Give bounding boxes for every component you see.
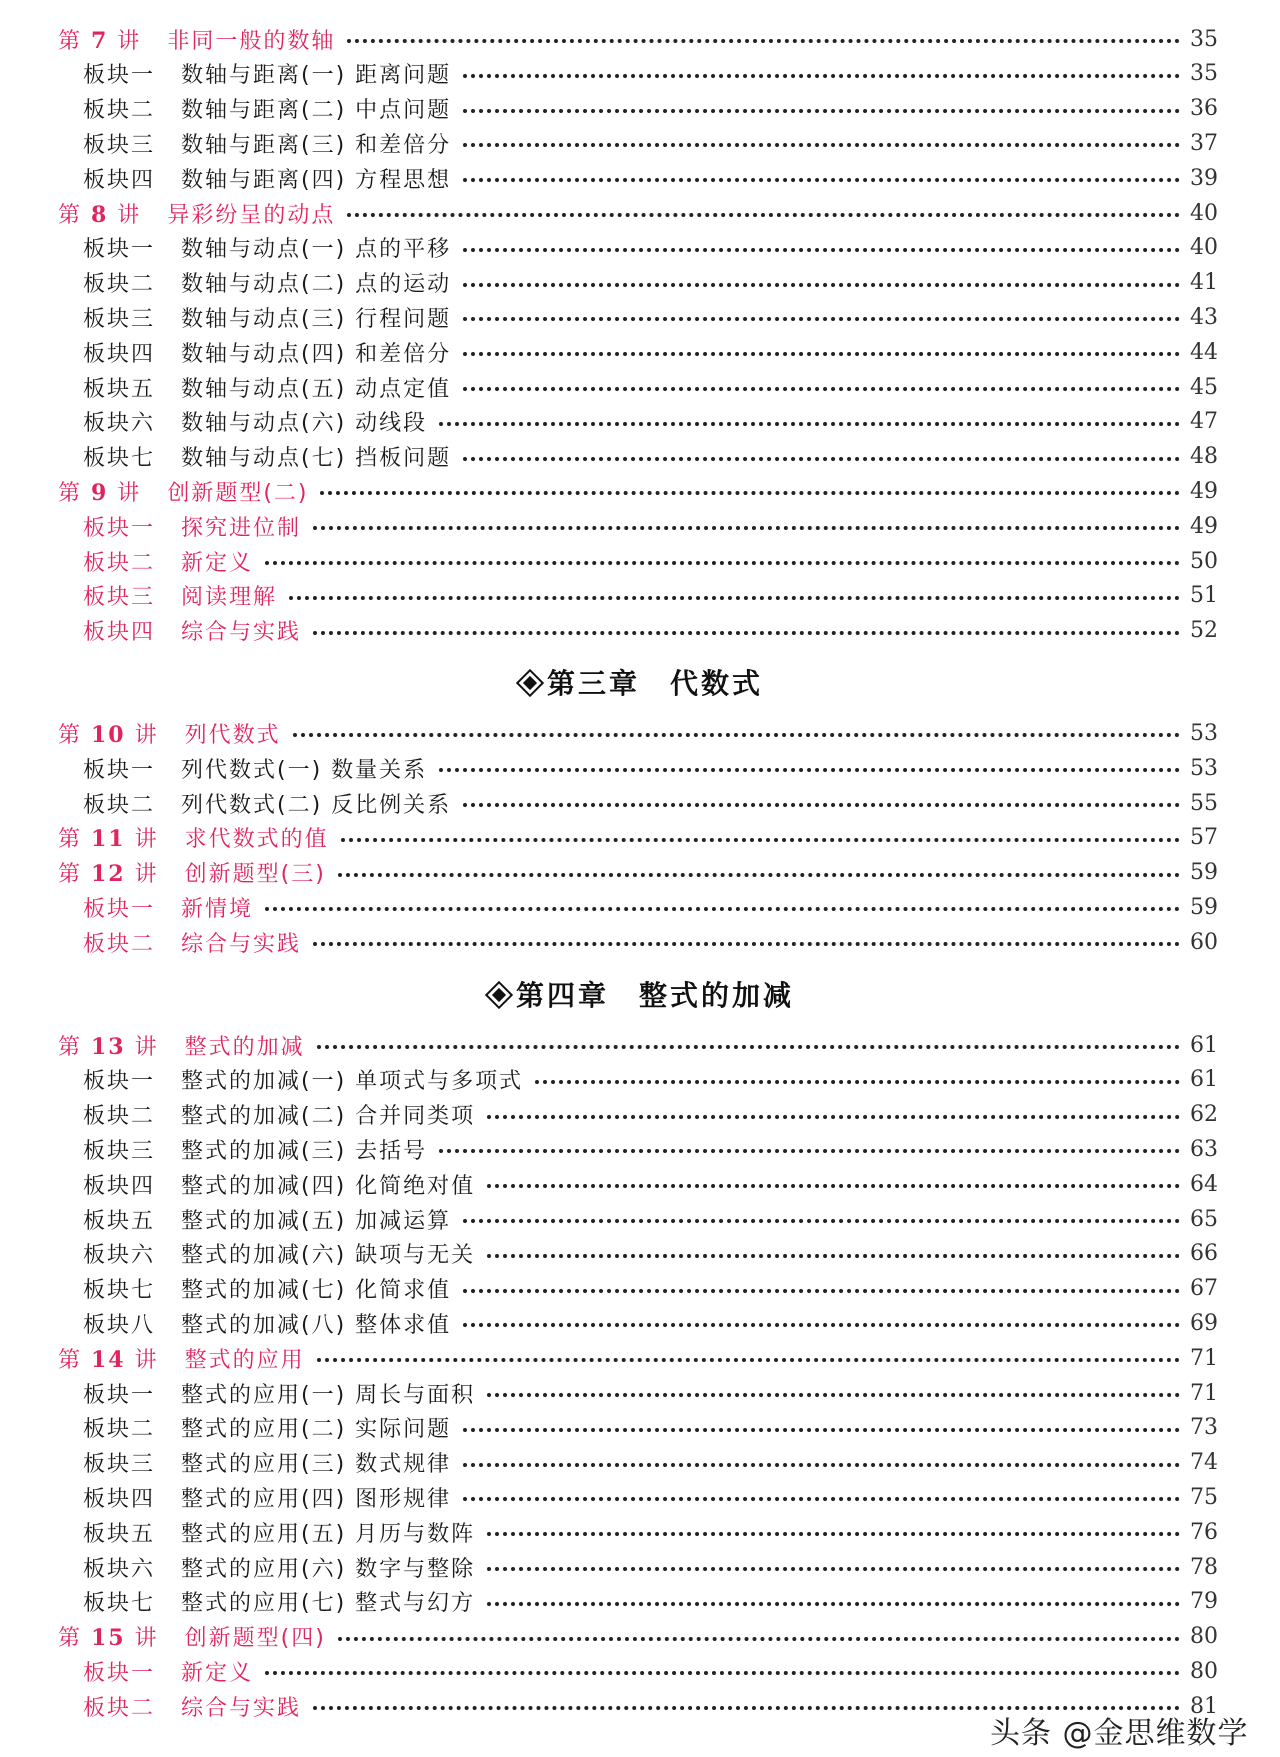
page-number: 76 — [1190, 1519, 1218, 1545]
page-number: 52 — [1190, 618, 1218, 644]
dot-leader — [313, 942, 1180, 946]
dot-leader — [463, 803, 1180, 807]
page-number: 73 — [1190, 1415, 1218, 1441]
toc-block-entry[interactable] — [83, 405, 1218, 439]
dot-leader — [463, 387, 1180, 391]
dot-leader — [347, 39, 1180, 43]
entry-title: 综合与实践 — [181, 931, 302, 957]
dot-leader — [317, 1045, 1180, 1049]
page-number: 74 — [1190, 1450, 1218, 1476]
block-label: 板块三 — [83, 132, 156, 158]
block-label: 板块二 — [83, 792, 156, 818]
toc-block-entry[interactable] — [83, 231, 1218, 265]
page-number: 44 — [1190, 339, 1218, 365]
entry-title: 整式的应用(一) 周长与面积 — [181, 1382, 476, 1408]
lecture-number: 13 — [91, 1033, 126, 1060]
entry-label — [83, 511, 301, 542]
entry-label — [83, 128, 451, 159]
toc-block-entry[interactable] — [83, 440, 1218, 474]
page-number: 80 — [1190, 1658, 1218, 1684]
page-number: 60 — [1190, 929, 1218, 955]
entry-label — [58, 857, 326, 888]
entry-title: 数轴与距离(二) 中点问题 — [181, 98, 452, 124]
toc-lecture-entry[interactable] — [58, 474, 1218, 508]
entry-title: 列代数式(一) 数量关系 — [181, 757, 428, 783]
dot-leader — [535, 1080, 1180, 1084]
toc-block-entry[interactable] — [83, 786, 1218, 820]
dot-leader — [439, 422, 1180, 426]
entry-title: 数轴与动点(一) 点的平移 — [181, 237, 452, 263]
toc-block-entry[interactable] — [83, 1411, 1218, 1445]
page-number: 40 — [1190, 200, 1218, 226]
lecture-number: 11 — [91, 826, 126, 853]
dot-leader — [313, 631, 1180, 635]
block-label: 板块一 — [83, 896, 156, 922]
page-number: 61 — [1190, 1032, 1218, 1058]
page-number: 43 — [1190, 304, 1218, 330]
toc-block-entry[interactable] — [83, 1132, 1218, 1166]
entry-title: 数轴与距离(四) 方程思想 — [181, 167, 452, 193]
entry-title: 整式的应用(三) 数式规律 — [181, 1452, 452, 1478]
lecture-number: 14 — [91, 1346, 126, 1373]
entry-label — [83, 1308, 451, 1339]
page-number: 59 — [1190, 860, 1218, 886]
entry-title: 整式的应用(四) 图形规律 — [181, 1486, 452, 1512]
toc-block-entry[interactable] — [83, 925, 1218, 959]
dot-leader — [463, 1323, 1180, 1327]
toc-lecture-entry[interactable] — [58, 716, 1218, 750]
lecture-suffix: 讲 — [125, 1626, 159, 1652]
block-label: 板块三 — [83, 1452, 156, 1478]
block-label: 板块二 — [83, 931, 156, 957]
page-number: 49 — [1190, 513, 1218, 539]
entry-label — [83, 546, 253, 577]
lecture-prefix: 第 — [58, 28, 91, 54]
page-number: 80 — [1190, 1624, 1218, 1650]
block-label: 板块二 — [83, 1104, 156, 1130]
block-label: 板块五 — [83, 376, 156, 402]
toc-block-entry[interactable] — [83, 161, 1218, 195]
entry-label — [83, 58, 451, 89]
entry-title: 整式的加减(四) 化简绝对值 — [181, 1173, 476, 1199]
toc-block-entry[interactable] — [83, 1376, 1218, 1410]
entry-title: 整式的应用(六) 数字与整除 — [181, 1556, 476, 1582]
toc-block-entry[interactable] — [83, 300, 1218, 334]
entry-label — [58, 198, 335, 229]
entry-label — [83, 93, 451, 124]
block-label: 板块五 — [83, 1521, 156, 1547]
entry-label — [58, 24, 335, 55]
toc-block-entry[interactable] — [83, 370, 1218, 404]
chapter-title: 代数式 — [670, 667, 764, 701]
dot-leader — [487, 1184, 1180, 1188]
entry-title: 数轴与动点(三) 行程问题 — [181, 306, 452, 332]
dot-leader — [463, 1463, 1180, 1467]
block-label: 板块四 — [83, 341, 156, 367]
page-number: 75 — [1190, 1484, 1218, 1510]
entry-label — [83, 1378, 475, 1409]
chapter-number: 第三章 — [546, 667, 640, 701]
lecture-prefix: 第 — [58, 480, 91, 506]
entry-title: 整式的加减(六) 缺项与无关 — [181, 1243, 476, 1269]
toc-block-entry[interactable] — [83, 92, 1218, 126]
lecture-suffix: 讲 — [125, 1347, 159, 1373]
lecture-suffix: 讲 — [108, 480, 142, 506]
toc-block-entry[interactable] — [83, 614, 1218, 648]
toc-block-entry[interactable] — [83, 1654, 1218, 1688]
toc-block-entry[interactable] — [83, 1515, 1218, 1549]
dot-leader — [487, 1254, 1180, 1258]
dot-leader — [487, 1393, 1180, 1397]
dot-leader — [439, 768, 1180, 772]
dot-leader — [463, 1497, 1180, 1501]
entry-label — [58, 1343, 305, 1374]
entry-title: 整式的应用(五) 月历与数阵 — [181, 1521, 476, 1547]
block-label: 板块二 — [83, 1417, 156, 1443]
page-number: 81 — [1190, 1693, 1218, 1719]
dot-leader — [463, 1219, 1180, 1223]
lecture-suffix: 讲 — [125, 862, 159, 888]
page-number: 66 — [1190, 1241, 1218, 1267]
page-number: 48 — [1190, 444, 1218, 470]
entry-label — [58, 1621, 326, 1652]
page-number: 45 — [1190, 374, 1218, 400]
entry-label — [83, 1273, 451, 1304]
lecture-number: 12 — [91, 861, 126, 888]
lecture-number: 7 — [91, 27, 109, 54]
dot-leader — [463, 1289, 1180, 1293]
dot-leader — [463, 248, 1180, 252]
toc-block-entry[interactable] — [83, 1098, 1218, 1132]
block-label: 板块四 — [83, 1486, 156, 1512]
block-label: 板块三 — [83, 1138, 156, 1164]
entry-title: 创新题型(二) — [167, 480, 309, 506]
page-number: 49 — [1190, 478, 1218, 504]
watermark-text: 头条 @金思维数学 — [990, 1716, 1249, 1751]
lecture-prefix: 第 — [58, 1626, 91, 1652]
page-number: 36 — [1190, 96, 1218, 122]
block-label: 板块一 — [83, 515, 156, 541]
block-label: 板块三 — [83, 306, 156, 332]
block-label: 板块二 — [83, 1695, 156, 1721]
entry-label — [83, 372, 451, 403]
lecture-prefix: 第 — [58, 827, 91, 853]
block-label: 板块五 — [83, 1208, 156, 1234]
entry-label — [83, 1691, 301, 1722]
block-label: 板块六 — [83, 411, 156, 437]
block-label: 板块一 — [83, 63, 156, 89]
dot-leader — [317, 1358, 1180, 1362]
dot-leader — [439, 1149, 1180, 1153]
entry-title: 整式的加减 — [184, 1034, 305, 1060]
page-number: 63 — [1190, 1136, 1218, 1162]
dot-leader — [463, 317, 1180, 321]
page-number: 78 — [1190, 1554, 1218, 1580]
dot-leader — [293, 733, 1180, 737]
lecture-number: 10 — [91, 721, 126, 748]
entry-label — [83, 1482, 451, 1513]
toc-lecture-entry[interactable] — [58, 856, 1218, 890]
entry-label — [83, 1099, 475, 1130]
entry-label — [83, 267, 451, 298]
entry-title: 整式的加减(八) 整体求值 — [181, 1312, 452, 1338]
dot-leader — [463, 74, 1180, 78]
entry-label — [83, 337, 451, 368]
toc-block-entry[interactable] — [83, 1237, 1218, 1271]
dot-leader — [487, 1602, 1180, 1606]
entry-label — [83, 615, 301, 646]
dot-leader — [347, 213, 1180, 217]
entry-label — [83, 406, 427, 437]
toc-block-entry[interactable] — [83, 1480, 1218, 1514]
lecture-prefix: 第 — [58, 862, 91, 888]
dot-leader — [338, 873, 1180, 877]
page-number: 47 — [1190, 409, 1218, 435]
lecture-prefix: 第 — [58, 722, 91, 748]
page-number: 53 — [1190, 755, 1218, 781]
toc-block-entry[interactable] — [83, 1585, 1218, 1619]
block-label: 板块七 — [83, 1278, 156, 1304]
entry-title: 新定义 — [181, 1660, 254, 1686]
page-number: 61 — [1190, 1067, 1218, 1093]
entry-label — [83, 788, 451, 819]
entry-label — [58, 1030, 305, 1061]
toc-block-entry[interactable] — [83, 1202, 1218, 1236]
entry-title: 整式的加减(五) 加减运算 — [181, 1208, 452, 1234]
dot-leader — [463, 457, 1180, 461]
entry-title: 整式的应用(二) 实际问题 — [181, 1417, 452, 1443]
dot-leader — [487, 1567, 1180, 1571]
entry-title: 综合与实践 — [181, 620, 302, 646]
lecture-prefix: 第 — [58, 1034, 91, 1060]
dot-leader — [487, 1532, 1180, 1536]
entry-title: 综合与实践 — [181, 1695, 302, 1721]
dot-leader — [463, 352, 1180, 356]
dot-leader — [265, 561, 1180, 565]
entry-label — [83, 1134, 427, 1165]
entry-label — [83, 753, 427, 784]
page-number: 67 — [1190, 1276, 1218, 1302]
lecture-number: 9 — [91, 479, 109, 506]
page-number: 50 — [1190, 548, 1218, 574]
entry-title: 整式的加减(七) 化简求值 — [181, 1278, 452, 1304]
lecture-prefix: 第 — [58, 202, 91, 228]
toc-block-entry[interactable] — [83, 509, 1218, 543]
toc-block-entry[interactable] — [83, 266, 1218, 300]
entry-label — [83, 441, 451, 472]
lecture-suffix: 讲 — [125, 827, 159, 853]
block-label: 板块二 — [83, 98, 156, 124]
entry-label — [83, 1552, 475, 1583]
toc-lecture-entry[interactable] — [58, 22, 1218, 56]
entry-label — [83, 1064, 523, 1095]
toc-block-entry[interactable] — [83, 1550, 1218, 1584]
entry-label — [83, 1517, 475, 1548]
entry-label — [83, 580, 277, 611]
toc-block-entry[interactable] — [83, 890, 1218, 924]
page-number: 41 — [1190, 270, 1218, 296]
page-number: 59 — [1190, 894, 1218, 920]
lecture-prefix: 第 — [58, 1347, 91, 1373]
page-number: 69 — [1190, 1310, 1218, 1336]
entry-label — [83, 1586, 475, 1617]
page-number: 39 — [1190, 165, 1218, 191]
toc-block-entry[interactable] — [83, 1167, 1218, 1201]
block-label: 板块二 — [83, 272, 156, 298]
toc-lecture-entry[interactable] — [58, 1028, 1218, 1062]
diamond-bullet-icon — [517, 670, 541, 694]
block-label: 板块七 — [83, 446, 156, 472]
chapter-heading — [0, 660, 1280, 704]
toc-block-entry[interactable] — [83, 544, 1218, 578]
entry-label — [58, 476, 308, 507]
entry-title: 探究进位制 — [181, 515, 302, 541]
diamond-bullet-icon — [486, 982, 510, 1006]
block-label: 板块一 — [83, 1660, 156, 1686]
page-number: 35 — [1190, 26, 1218, 52]
lecture-number: 8 — [91, 201, 109, 228]
dot-leader — [463, 109, 1180, 113]
entry-title: 数轴与动点(四) 和差倍分 — [181, 341, 452, 367]
page-number: 79 — [1190, 1589, 1218, 1615]
block-label: 板块二 — [83, 550, 156, 576]
dot-leader — [463, 178, 1180, 182]
page-number: 62 — [1190, 1102, 1218, 1128]
block-label: 板块六 — [83, 1243, 156, 1269]
block-label: 板块一 — [83, 1069, 156, 1095]
toc-block-entry[interactable] — [83, 57, 1218, 91]
entry-label — [83, 232, 451, 263]
entry-label — [83, 163, 451, 194]
toc-block-entry[interactable] — [83, 335, 1218, 369]
block-label: 板块七 — [83, 1591, 156, 1617]
entry-title: 求代数式的值 — [184, 827, 329, 853]
block-label: 板块一 — [83, 237, 156, 263]
chapter-number: 第四章 — [515, 979, 609, 1012]
page-number: 37 — [1190, 130, 1218, 156]
entry-title: 数轴与距离(三) 和差倍分 — [181, 132, 452, 158]
toc-block-entry[interactable] — [83, 1272, 1218, 1306]
chapter-title: 整式的加减 — [639, 979, 795, 1012]
entry-label — [83, 1238, 475, 1269]
entry-label — [83, 1656, 253, 1687]
entry-label — [58, 718, 281, 749]
block-label: 板块一 — [83, 1382, 156, 1408]
dot-leader — [265, 1671, 1180, 1675]
entry-title: 整式的应用(七) 整式与幻方 — [181, 1591, 476, 1617]
dot-leader — [338, 1637, 1180, 1641]
toc-lecture-entry[interactable] — [58, 821, 1218, 855]
page-number: 64 — [1190, 1171, 1218, 1197]
toc-block-entry[interactable] — [83, 1446, 1218, 1480]
entry-title: 数轴与动点(六) 动线段 — [181, 411, 428, 437]
page-number: 35 — [1190, 61, 1218, 87]
dot-leader — [463, 143, 1180, 147]
dot-leader — [463, 1428, 1180, 1432]
entry-label — [83, 1169, 475, 1200]
block-label: 板块一 — [83, 757, 156, 783]
lecture-suffix: 讲 — [125, 722, 159, 748]
block-label: 板块三 — [83, 585, 156, 611]
toc-lecture-entry[interactable] — [58, 1341, 1218, 1375]
page-number: 53 — [1190, 720, 1218, 746]
lecture-suffix: 讲 — [108, 28, 142, 54]
page-number: 71 — [1190, 1345, 1218, 1371]
dot-leader — [265, 907, 1180, 911]
page-number: 65 — [1190, 1206, 1218, 1232]
chapter-heading — [0, 972, 1280, 1016]
entry-label — [58, 822, 329, 853]
entry-title: 阅读理解 — [181, 585, 278, 611]
lecture-number: 15 — [91, 1625, 126, 1652]
dot-leader — [313, 526, 1180, 530]
lecture-suffix: 讲 — [108, 202, 142, 228]
entry-title: 列代数式(二) 反比例关系 — [181, 792, 452, 818]
dot-leader — [320, 491, 1180, 495]
entry-title: 整式的加减(一) 单项式与多项式 — [181, 1069, 524, 1095]
entry-title: 创新题型(三) — [184, 862, 326, 888]
toc-block-entry[interactable] — [83, 1063, 1218, 1097]
page-number: 57 — [1190, 825, 1218, 851]
entry-label — [83, 927, 301, 958]
entry-title: 新定义 — [181, 550, 254, 576]
toc-block-entry[interactable] — [83, 579, 1218, 613]
entry-title: 新情境 — [181, 896, 254, 922]
page-number: 51 — [1190, 583, 1218, 609]
page-number: 71 — [1190, 1380, 1218, 1406]
entry-title: 数轴与距离(一) 距离问题 — [181, 63, 452, 89]
entry-title: 异彩纷呈的动点 — [167, 202, 336, 228]
entry-title: 非同一般的数轴 — [167, 28, 336, 54]
dot-leader — [487, 1115, 1180, 1119]
lecture-suffix: 讲 — [125, 1034, 159, 1060]
page-number: 40 — [1190, 235, 1218, 261]
toc-lecture-entry[interactable] — [58, 1620, 1218, 1654]
entry-title: 数轴与动点(七) 挡板问题 — [181, 446, 452, 472]
dot-leader — [289, 596, 1180, 600]
dot-leader — [341, 838, 1180, 842]
page-number: 55 — [1190, 790, 1218, 816]
toc-block-entry[interactable] — [83, 126, 1218, 160]
block-label: 板块四 — [83, 167, 156, 193]
entry-title: 整式的加减(三) 去括号 — [181, 1138, 428, 1164]
toc-lecture-entry[interactable] — [58, 196, 1218, 230]
entry-label — [83, 892, 253, 923]
block-label: 板块四 — [83, 1173, 156, 1199]
entry-title: 列代数式 — [184, 722, 281, 748]
entry-title: 数轴与动点(五) 动点定值 — [181, 376, 452, 402]
entry-label — [83, 302, 451, 333]
toc-block-entry[interactable] — [83, 1306, 1218, 1340]
entry-title: 整式的加减(二) 合并同类项 — [181, 1104, 476, 1130]
entry-label — [83, 1412, 451, 1443]
entry-title: 创新题型(四) — [184, 1626, 326, 1652]
block-label: 板块六 — [83, 1556, 156, 1582]
toc-block-entry[interactable] — [83, 751, 1218, 785]
dot-leader — [463, 283, 1180, 287]
block-label: 板块八 — [83, 1312, 156, 1338]
entry-label — [83, 1447, 451, 1478]
entry-label — [83, 1204, 451, 1235]
entry-title: 数轴与动点(二) 点的运动 — [181, 272, 452, 298]
block-label: 板块四 — [83, 620, 156, 646]
entry-title: 整式的应用 — [184, 1347, 305, 1373]
